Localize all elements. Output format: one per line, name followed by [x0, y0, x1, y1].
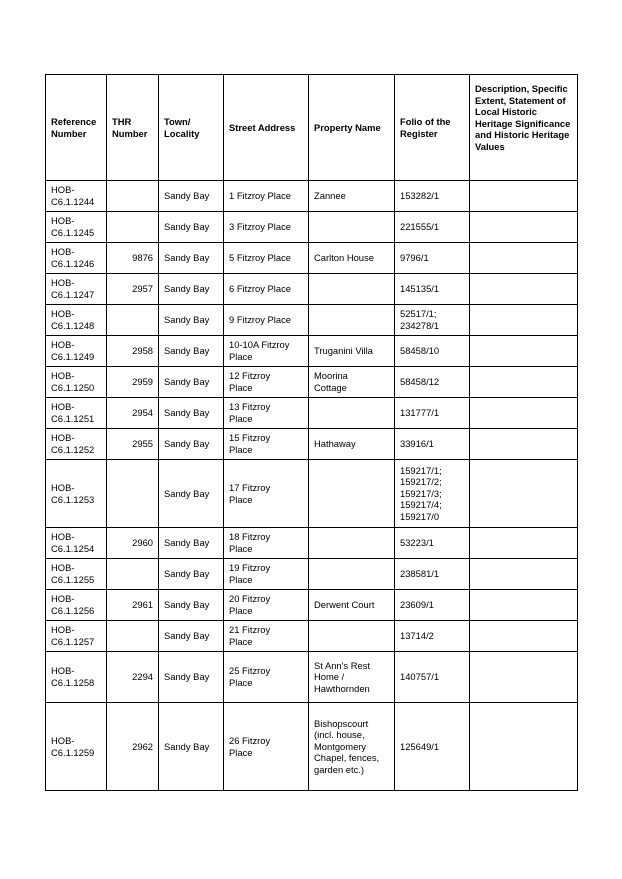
header-folio: Folio of the Register	[395, 75, 470, 181]
heritage-register-table	[45, 74, 578, 791]
cell-reference-number: HOB- C6.1.1245	[46, 212, 107, 243]
cell-folio: 140757/1	[395, 652, 470, 703]
table-header-row	[46, 75, 578, 181]
cell-property-name	[309, 305, 395, 336]
cell-property-name	[309, 559, 395, 590]
cell-reference-number: HOB- C6.1.1258	[46, 652, 107, 703]
cell-reference-number: HOB- C6.1.1246	[46, 243, 107, 274]
cell-reference-number: HOB- C6.1.1254	[46, 528, 107, 559]
cell-folio: 53223/1	[395, 528, 470, 559]
cell-property-name: St Ann's Rest Home / Hawthornden	[309, 652, 395, 703]
table-row	[46, 212, 578, 243]
cell-town-locality: Sandy Bay	[159, 528, 224, 559]
cell-thr-number: 2958	[107, 336, 159, 367]
cell-thr-number: 2294	[107, 652, 159, 703]
cell-thr-number	[107, 212, 159, 243]
cell-street-address: 17 Fitzroy Place	[224, 460, 309, 528]
header-reference-number: Reference Number	[46, 75, 107, 181]
cell-reference-number: HOB- C6.1.1248	[46, 305, 107, 336]
cell-street-address: 6 Fitzroy Place	[224, 274, 309, 305]
cell-folio: 125649/1	[395, 703, 470, 791]
cell-thr-number: 2960	[107, 528, 159, 559]
table-row	[46, 460, 578, 528]
cell-thr-number: 2954	[107, 398, 159, 429]
cell-thr-number: 2959	[107, 367, 159, 398]
cell-description	[470, 181, 578, 212]
table-row	[46, 243, 578, 274]
cell-reference-number: HOB- C6.1.1252	[46, 429, 107, 460]
cell-property-name	[309, 212, 395, 243]
cell-folio: 159217/1; 159217/2; 159217/3; 159217/4; 159217/0	[395, 460, 470, 528]
cell-folio: 145135/1	[395, 274, 470, 305]
cell-street-address: 10-10A Fitzroy Place	[224, 336, 309, 367]
cell-reference-number: HOB- C6.1.1247	[46, 274, 107, 305]
cell-town-locality: Sandy Bay	[159, 336, 224, 367]
table-row	[46, 181, 578, 212]
cell-description	[470, 590, 578, 621]
cell-folio: 221555/1	[395, 212, 470, 243]
cell-folio: 131777/1	[395, 398, 470, 429]
header-thr-number: THR Number	[107, 75, 159, 181]
cell-folio: 13714/2	[395, 621, 470, 652]
cell-property-name	[309, 621, 395, 652]
cell-property-name: Truganini Villa	[309, 336, 395, 367]
cell-description	[470, 305, 578, 336]
table-row	[46, 274, 578, 305]
cell-thr-number	[107, 559, 159, 590]
table-row	[46, 559, 578, 590]
table-row	[46, 429, 578, 460]
cell-street-address: 25 Fitzroy Place	[224, 652, 309, 703]
cell-street-address: 20 Fitzroy Place	[224, 590, 309, 621]
cell-property-name	[309, 398, 395, 429]
cell-description	[470, 243, 578, 274]
cell-property-name: Moorina Cottage	[309, 367, 395, 398]
cell-property-name: Derwent Court	[309, 590, 395, 621]
cell-town-locality: Sandy Bay	[159, 621, 224, 652]
table-row	[46, 398, 578, 429]
cell-reference-number: HOB- C6.1.1253	[46, 460, 107, 528]
cell-folio: 238581/1	[395, 559, 470, 590]
cell-description	[470, 652, 578, 703]
cell-thr-number: 2961	[107, 590, 159, 621]
cell-town-locality: Sandy Bay	[159, 181, 224, 212]
cell-property-name	[309, 528, 395, 559]
cell-street-address: 13 Fitzroy Place	[224, 398, 309, 429]
cell-town-locality: Sandy Bay	[159, 274, 224, 305]
cell-description	[470, 398, 578, 429]
table-row	[46, 703, 578, 791]
cell-description	[470, 528, 578, 559]
cell-street-address: 21 Fitzroy Place	[224, 621, 309, 652]
cell-description	[470, 274, 578, 305]
cell-property-name: Carlton House	[309, 243, 395, 274]
cell-street-address: 1 Fitzroy Place	[224, 181, 309, 212]
cell-description	[470, 336, 578, 367]
cell-town-locality: Sandy Bay	[159, 590, 224, 621]
cell-description	[470, 212, 578, 243]
header-street-address: Street Address	[224, 75, 309, 181]
cell-street-address: 26 Fitzroy Place	[224, 703, 309, 791]
cell-thr-number: 9876	[107, 243, 159, 274]
cell-reference-number: HOB- C6.1.1251	[46, 398, 107, 429]
cell-description	[470, 429, 578, 460]
cell-town-locality: Sandy Bay	[159, 703, 224, 791]
cell-description	[470, 621, 578, 652]
table-row	[46, 652, 578, 703]
cell-reference-number: HOB- C6.1.1256	[46, 590, 107, 621]
cell-thr-number: 2955	[107, 429, 159, 460]
cell-street-address: 18 Fitzroy Place	[224, 528, 309, 559]
cell-town-locality: Sandy Bay	[159, 367, 224, 398]
cell-description	[470, 367, 578, 398]
cell-thr-number	[107, 460, 159, 528]
cell-thr-number	[107, 305, 159, 336]
cell-property-name	[309, 274, 395, 305]
cell-property-name: Bishopscourt (incl. house, Montgomery Chapel, fences, garden etc.)	[309, 703, 395, 791]
cell-reference-number: HOB- C6.1.1255	[46, 559, 107, 590]
cell-street-address: 9 Fitzroy Place	[224, 305, 309, 336]
cell-reference-number: HOB- C6.1.1244	[46, 181, 107, 212]
cell-town-locality: Sandy Bay	[159, 212, 224, 243]
cell-reference-number: HOB- C6.1.1249	[46, 336, 107, 367]
cell-town-locality: Sandy Bay	[159, 429, 224, 460]
cell-folio: 23609/1	[395, 590, 470, 621]
cell-thr-number: 2962	[107, 703, 159, 791]
cell-thr-number: 2957	[107, 274, 159, 305]
cell-folio: 153282/1	[395, 181, 470, 212]
cell-town-locality: Sandy Bay	[159, 398, 224, 429]
header-description: Description, Specific Extent, Statement of Local Historic Heritage Significance and Historic Heritage Values	[470, 75, 578, 181]
cell-street-address: 3 Fitzroy Place	[224, 212, 309, 243]
cell-folio: 58458/10	[395, 336, 470, 367]
cell-street-address: 12 Fitzroy Place	[224, 367, 309, 398]
cell-property-name: Hathaway	[309, 429, 395, 460]
cell-town-locality: Sandy Bay	[159, 460, 224, 528]
cell-thr-number	[107, 621, 159, 652]
cell-reference-number: HOB- C6.1.1257	[46, 621, 107, 652]
table-row	[46, 305, 578, 336]
cell-description	[470, 460, 578, 528]
table-row	[46, 367, 578, 398]
cell-street-address: 19 Fitzroy Place	[224, 559, 309, 590]
cell-folio: 58458/12	[395, 367, 470, 398]
header-property-name: Property Name	[309, 75, 395, 181]
cell-description	[470, 559, 578, 590]
cell-town-locality: Sandy Bay	[159, 652, 224, 703]
cell-folio: 52517/1; 234278/1	[395, 305, 470, 336]
table-body	[46, 181, 578, 791]
cell-town-locality: Sandy Bay	[159, 305, 224, 336]
table-row	[46, 590, 578, 621]
cell-reference-number: HOB- C6.1.1250	[46, 367, 107, 398]
cell-property-name	[309, 460, 395, 528]
cell-thr-number	[107, 181, 159, 212]
cell-street-address: 5 Fitzroy Place	[224, 243, 309, 274]
table-row	[46, 336, 578, 367]
table-row	[46, 528, 578, 559]
cell-reference-number: HOB- C6.1.1259	[46, 703, 107, 791]
cell-folio: 9796/1	[395, 243, 470, 274]
cell-description	[470, 703, 578, 791]
cell-street-address: 15 Fitzroy Place	[224, 429, 309, 460]
cell-town-locality: Sandy Bay	[159, 559, 224, 590]
cell-town-locality: Sandy Bay	[159, 243, 224, 274]
cell-property-name: Zannee	[309, 181, 395, 212]
table-row	[46, 621, 578, 652]
cell-folio: 33916/1	[395, 429, 470, 460]
header-town-locality: Town/ Locality	[159, 75, 224, 181]
